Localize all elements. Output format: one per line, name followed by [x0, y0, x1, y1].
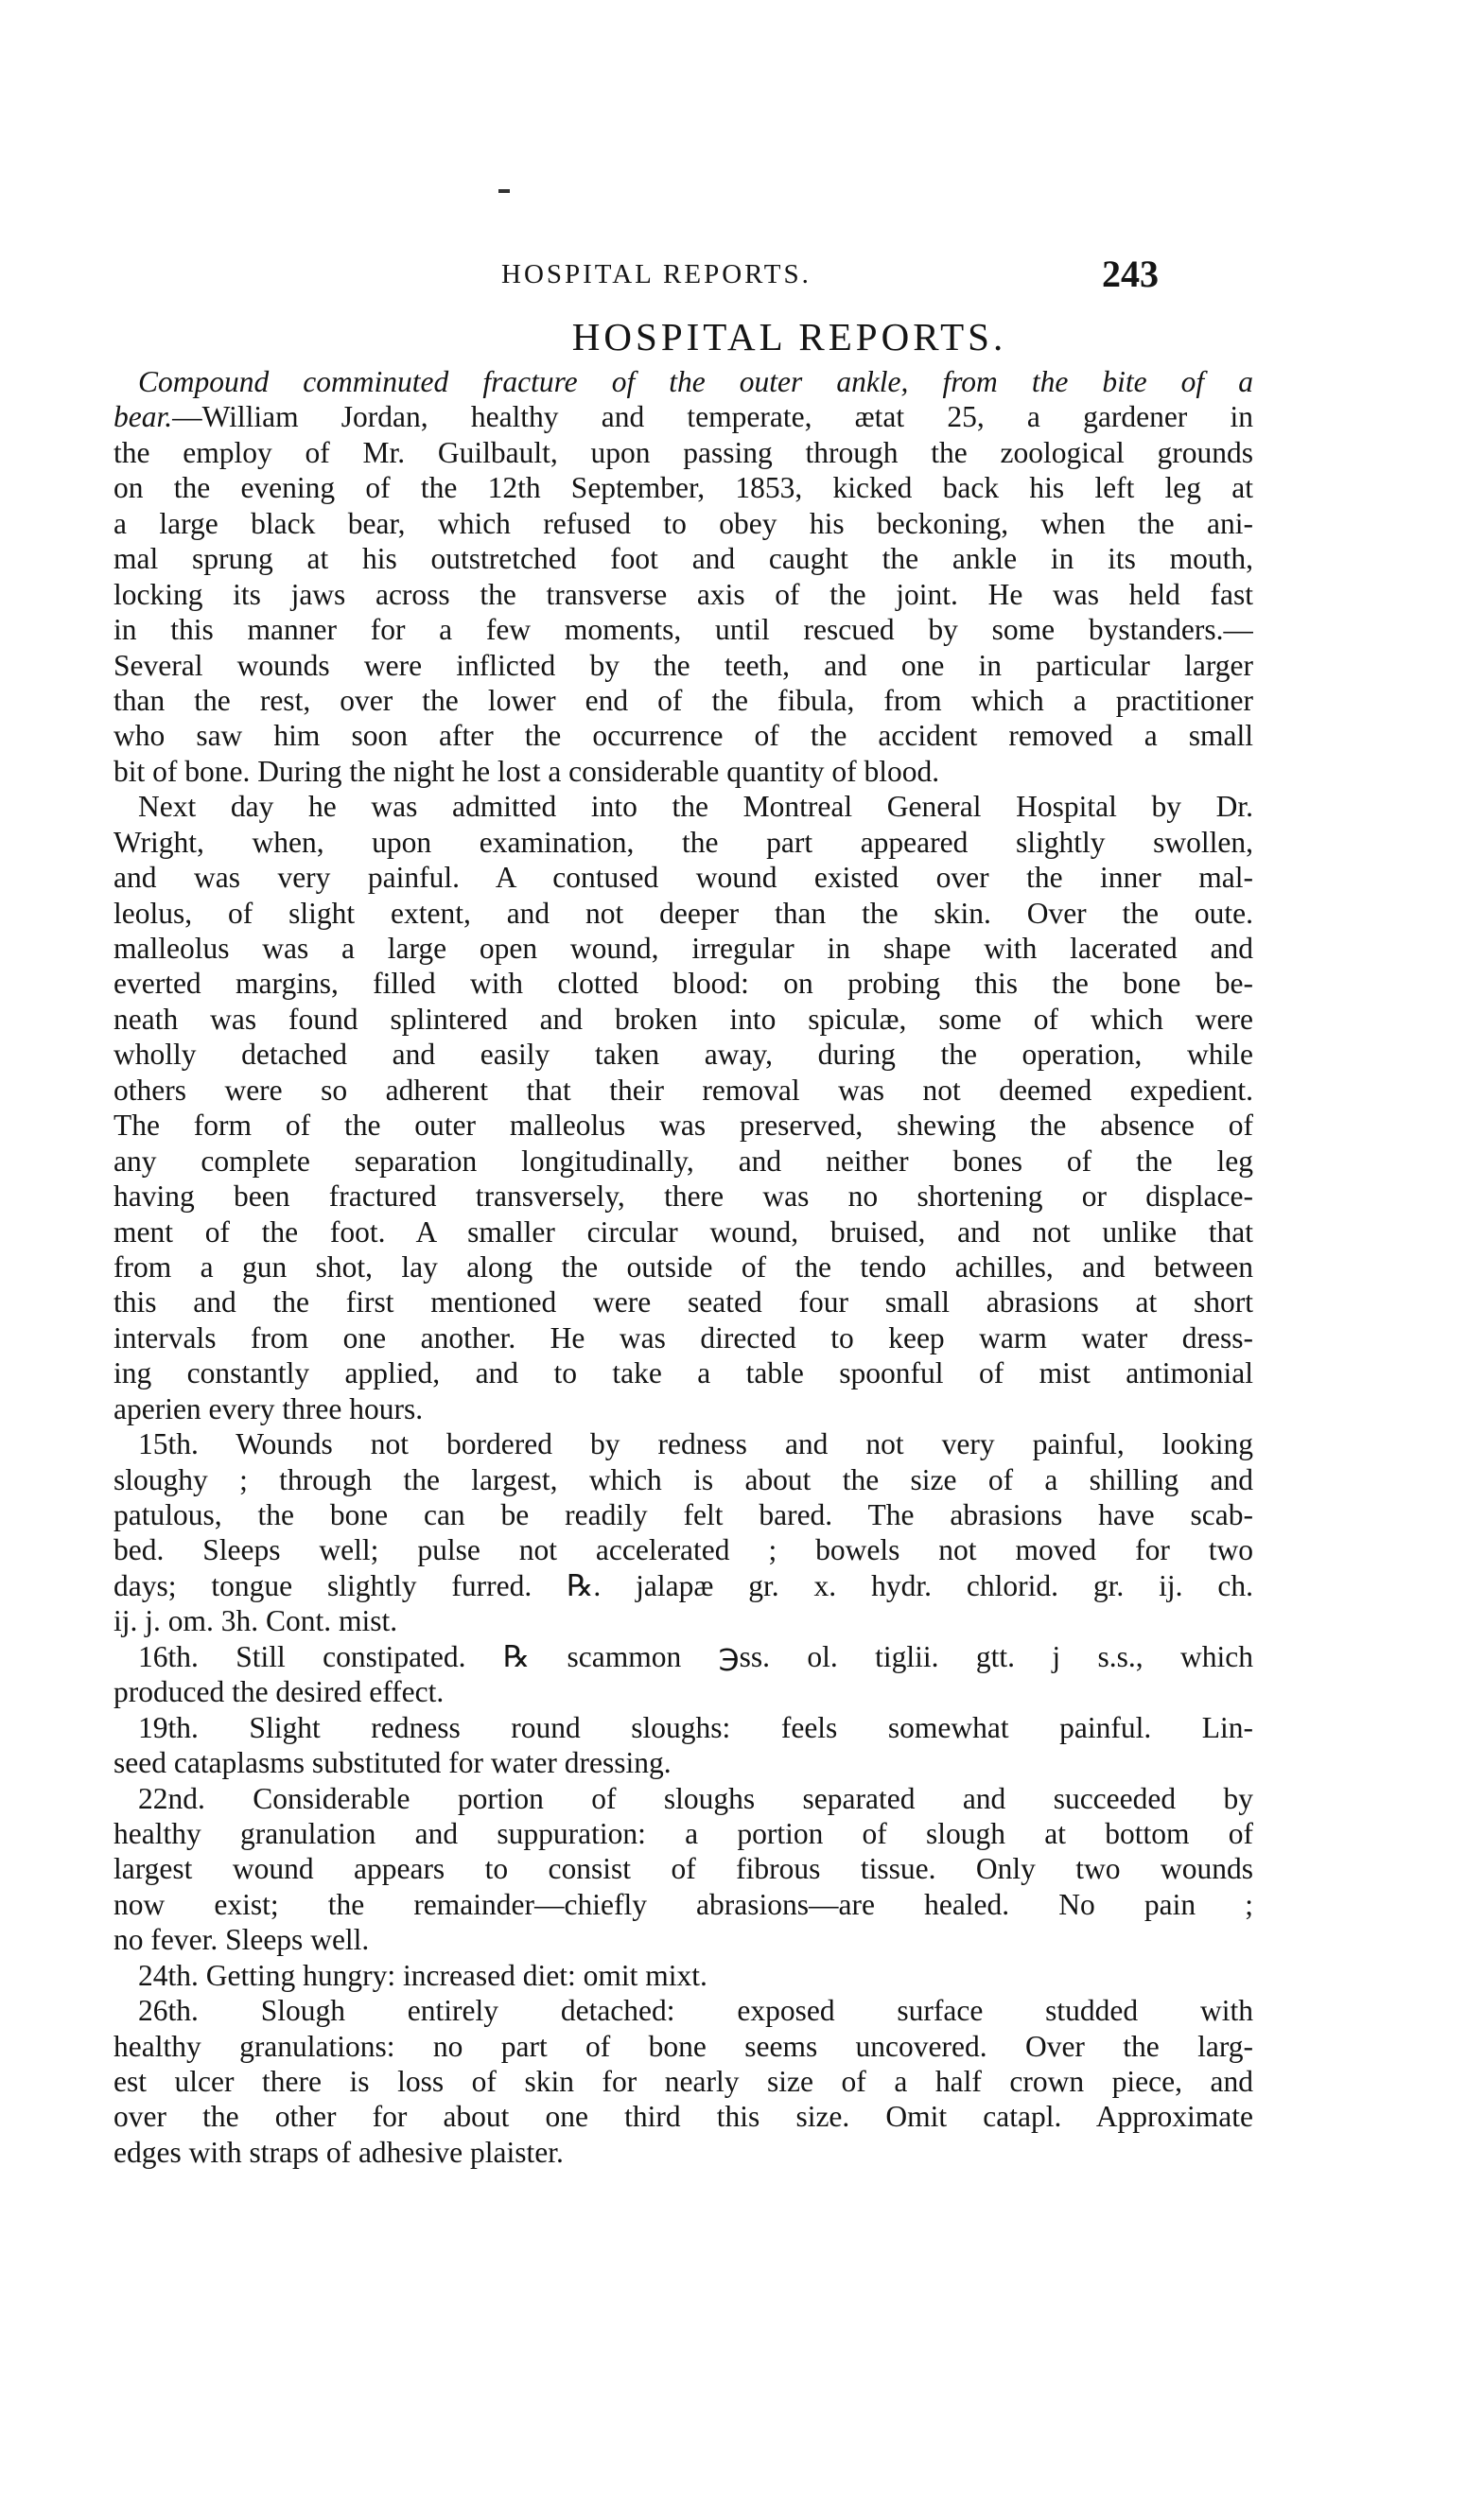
text-line: seed cataplasms substituted for water dressing. [113, 1746, 672, 1780]
text-line: The form of the outer malleolus was preserved, shewing the absence of [113, 1109, 1253, 1143]
text-line: sloughy ; through the largest, which is about the size of a shilling and [113, 1462, 1253, 1496]
text-line: 24th. Getting hungry: increased diet: omit mixt. [138, 1958, 707, 1992]
text-line: 22nd. Considerable portion of sloughs separated and succeeded by [138, 1781, 1253, 1815]
text-line: ment of the foot. A smaller circular wound, bruised, and not unlike that [113, 1215, 1253, 1249]
text-line: mal sprung at his outstretched foot and caught the ankle in its mouth, [113, 542, 1253, 576]
text-line: est ulcer there is loss of skin for nearly size of a half crown piece, and [113, 2065, 1253, 2098]
text-line: having been fractured transversely, there was no shortening or displace- [113, 1180, 1253, 1214]
text-line: neath was found splintered and broken into spiculæ, some of which were [113, 1002, 1253, 1036]
text-line: days; tongue slightly furred. ℞. jalapæ gr. x. hydr. chlorid. gr. ij. ch. [113, 1568, 1253, 1602]
running-title: HOSPITAL REPORTS. [501, 259, 812, 289]
text-line: bear.—William Jordan, healthy and temperate, ætat 25, a gardener in [113, 400, 1253, 434]
text-line: bit of bone. During the night he lost a considerable quantity of blood. [113, 754, 940, 788]
text-line: a large black bear, which refused to obey his beckoning, when the ani- [113, 506, 1253, 540]
print-mark [498, 189, 510, 193]
text-line: ing constantly applied, and to take a table spoonful of mist antimonial [113, 1356, 1253, 1390]
text-line: patulous, the bone can be readily felt bared. The abrasions have scab- [113, 1498, 1253, 1531]
text-line: others were so adherent that their removal was not deemed expedient. [113, 1073, 1253, 1107]
text-line: on the evening of the 12th September, 1853, kicked back his left leg at [113, 471, 1253, 505]
text-line: healthy granulation and suppuration: a portion of slough at bottom of [113, 1816, 1253, 1850]
body-text [113, 364, 1253, 2170]
text-line: who saw him soon after the occurrence of the accident removed a small [113, 719, 1253, 753]
text-line: Wright, when, upon examination, the part appeared slightly swollen, [113, 825, 1253, 859]
text-line: healthy granulations: no part of bone seems uncovered. Over the larg- [113, 2029, 1253, 2063]
text-line: 16th. Still constipated. ℞ scammon ℈ss. ol. tiglii. gtt. j s.s., which [138, 1639, 1253, 1673]
text-line: largest wound appears to consist of fibrous tissue. Only two wounds [113, 1852, 1253, 1886]
text-line: and was very painful. A contused wound existed over the inner mal- [113, 861, 1253, 895]
section-title: HOSPITAL REPORTS. [571, 315, 1007, 358]
running-header [113, 248, 1248, 305]
italic-run: bear. [113, 400, 173, 434]
text-line: locking its jaws across the transverse axis of the joint. He was held fast [113, 577, 1253, 611]
text-line: the employ of Mr. Guilbault, upon passing through the zoological grounds [113, 435, 1253, 469]
text-line: bed. Sleeps well; pulse not accelerated ; bowels not moved for two [113, 1533, 1253, 1567]
text-line: produced the desired effect. [113, 1675, 445, 1709]
text-line: any complete separation longitudinally, and neither bones of the leg [113, 1144, 1253, 1178]
text-line: in this manner for a few moments, until rescued by some bystanders.— [113, 613, 1253, 647]
text-line: this and the first mentioned were seated four small abrasions at short [113, 1285, 1253, 1319]
text-line: intervals from one another. He was directed to keep warm water dress- [113, 1320, 1253, 1354]
text-line: malleolus was a large open wound, irregular in shape with lacerated and [113, 932, 1253, 965]
text-line: from a gun shot, lay along the outside of the tendo achilles, and between [113, 1250, 1253, 1284]
text-line: 19th. Slight redness round sloughs: feels somewhat painful. Lin- [138, 1710, 1253, 1744]
text-line: over the other for about one third this size. Omit catapl. Approximate [113, 2100, 1253, 2134]
text-line: Several wounds were inflicted by the teeth, and one in particular larger [113, 648, 1253, 682]
text-line: than the rest, over the lower end of the fibula, from which a practitioner [113, 683, 1253, 717]
text-line: wholly detached and easily taken away, during the operation, while [113, 1038, 1253, 1072]
page-number: 243 [1102, 253, 1159, 295]
text-line: no fever. Sleeps well. [113, 1923, 370, 1957]
text-line: everted margins, filled with clotted blood: on probing this the bone be- [113, 967, 1253, 1001]
text-line: ij. j. om. 3h. Cont. mist. [113, 1604, 398, 1638]
text-line: 15th. Wounds not bordered by redness and not very painful, looking [138, 1427, 1253, 1461]
text-line: now exist; the remainder—chiefly abrasions—are healed. No pain ; [113, 1887, 1253, 1921]
text-line: edges with straps of adhesive plaister. [113, 2135, 564, 2169]
text-line: Compound comminuted fracture of the outer ankle, from the bite of a [138, 365, 1253, 398]
text-line: aperien every three hours. [113, 1391, 424, 1425]
text-line: Next day he was admitted into the Montreal General Hospital by Dr. [138, 790, 1253, 824]
text-line: 26th. Slough entirely detached: exposed surface studded with [138, 1994, 1253, 2028]
text-line: leolus, of slight extent, and not deeper than the skin. Over the oute. [113, 896, 1253, 930]
